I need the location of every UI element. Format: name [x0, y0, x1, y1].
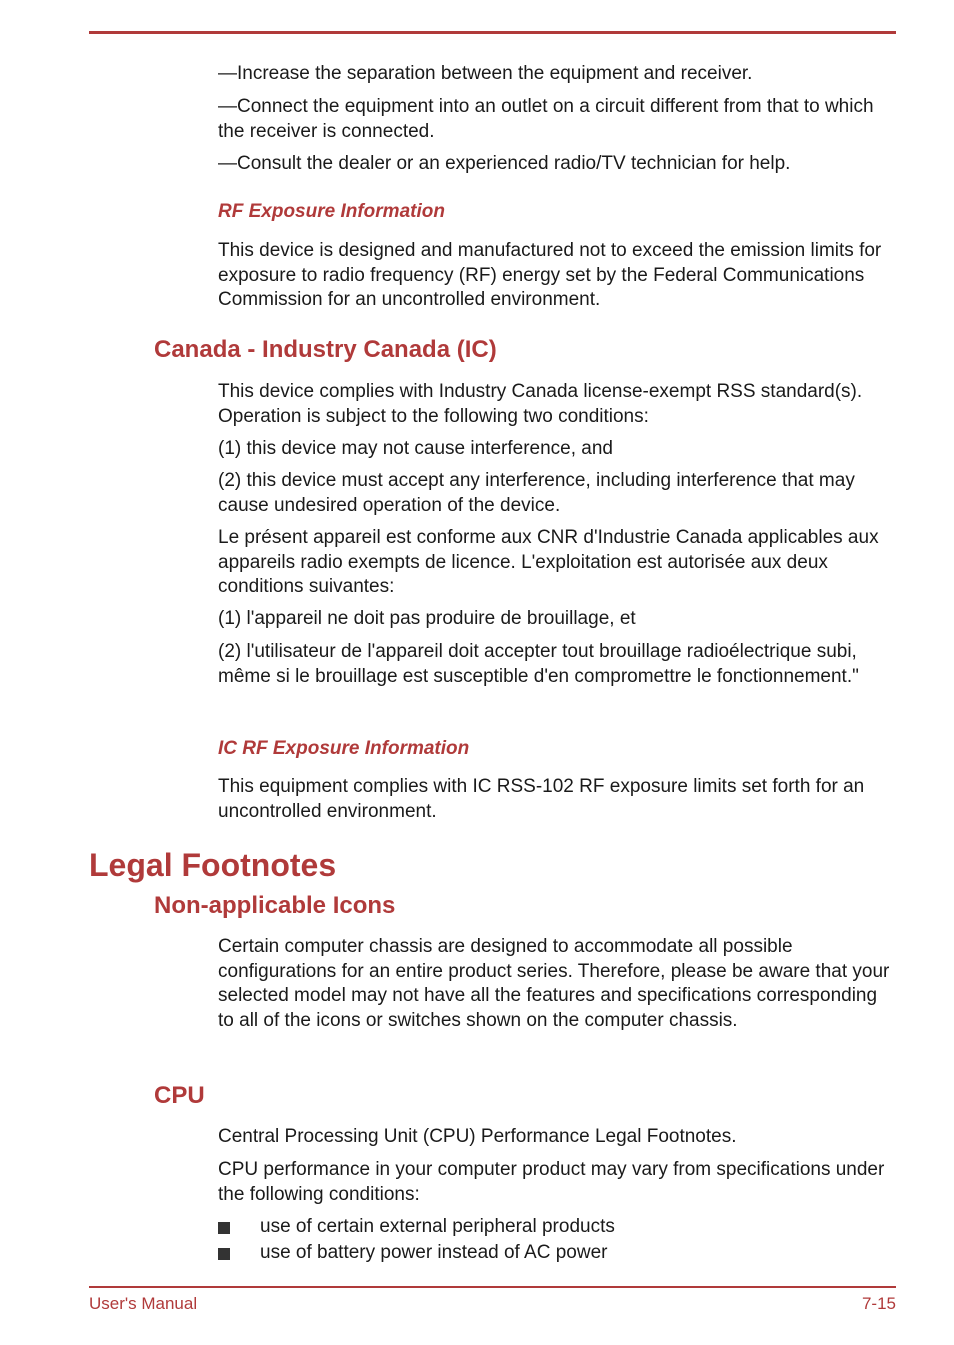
- list-item-text: use of certain external peripheral products: [260, 1216, 615, 1237]
- canada-paragraph: (2) this device must accept any interference, including interference that may cause undesired operation of the device.: [218, 470, 855, 516]
- canada-paragraph-french: (2) l'utilisateur de l'appareil doit accepter tout brouillage radioélectrique subi, même si le brouillage est susceptible d'en compromettre le fonctionnement.": [218, 641, 859, 687]
- ic-rf-exposure-text: This equipment complies with IC RSS-102 RF exposure limits set forth for an uncontrolled environment.: [218, 776, 865, 822]
- list-item-text: use of battery power instead of AC power: [260, 1242, 608, 1263]
- cpu-heading: CPU: [154, 1082, 205, 1109]
- page-number: 7-15: [861, 1294, 896, 1313]
- footer-rule: [89, 1286, 896, 1288]
- fcc-item-outlet: —Connect the equipment into an outlet on a circuit different from that to which the receiver is connected.: [218, 96, 874, 142]
- non-applicable-icons-text: Certain computer chassis are designed to accommodate all possible configurations for an entire product series. Therefore, please be aware that your selected model may not have all the features and specifications corresponding to all of the icons or switches shown on the computer chassis.: [218, 936, 890, 1031]
- canada-paragraph-french: Le présent appareil est conforme aux CNR d'Industrie Canada applicables aux appareils radio exempts de licence. L'exploitation est autorisée aux deux conditions suivantes:: [218, 527, 879, 597]
- ic-rf-exposure-heading: IC RF Exposure Information: [218, 738, 470, 759]
- legal-footnotes-heading: Legal Footnotes: [89, 847, 337, 883]
- cpu-paragraph: Central Processing Unit (CPU) Performance Legal Footnotes.: [218, 1126, 737, 1147]
- footer-manual-title: User's Manual: [89, 1294, 198, 1313]
- square-bullet-icon: [218, 1248, 230, 1260]
- square-bullet-icon: [218, 1222, 230, 1234]
- canada-paragraph: This device complies with Industry Canada license-exempt RSS standard(s). Operation is subject to the following two conditions:: [218, 381, 863, 427]
- rf-exposure-text: This device is designed and manufactured not to exceed the emission limits for exposure to radio frequency (RF) energy set by the Federal Communications Commission for an uncontrolled environment.: [218, 240, 882, 310]
- rf-exposure-heading: RF Exposure Information: [218, 201, 445, 222]
- canada-paragraph: (1) this device may not cause interference, and: [218, 438, 613, 459]
- cpu-paragraph: CPU performance in your computer product may vary from specifications under the following conditions:: [218, 1159, 885, 1205]
- fcc-item-consult: —Consult the dealer or an experienced radio/TV technician for help.: [218, 153, 791, 174]
- non-applicable-icons-heading: Non-applicable Icons: [154, 892, 396, 919]
- fcc-item-separation: —Increase the separation between the equipment and receiver.: [218, 63, 753, 84]
- canada-heading: Canada - Industry Canada (IC): [154, 336, 497, 363]
- header-rule: [89, 31, 896, 34]
- canada-paragraph-french: (1) l'appareil ne doit pas produire de brouillage, et: [218, 608, 636, 629]
